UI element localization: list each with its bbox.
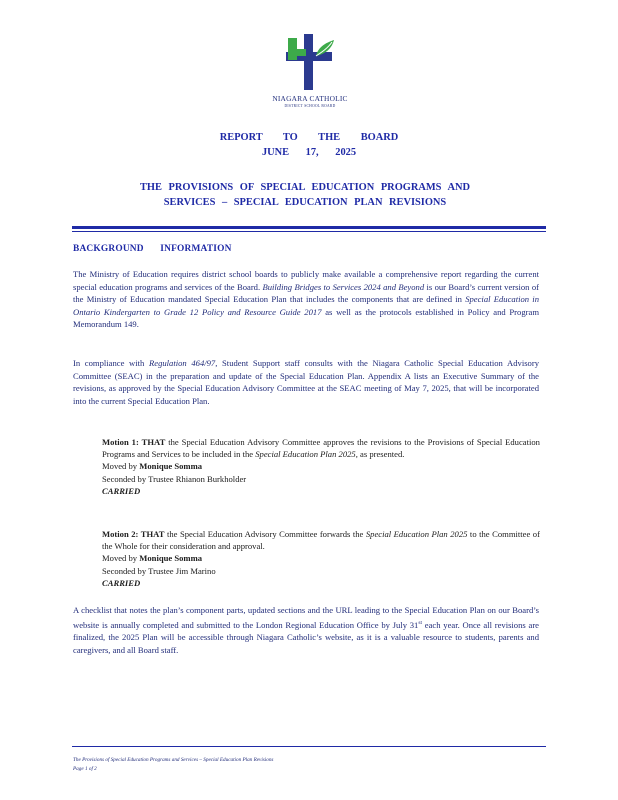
motion-heading: Motion 2: THAT [102, 529, 165, 539]
motion-text: the Special Education Advisory Committee forwards the [164, 529, 366, 539]
footer-title: The Provisions of Special Education Programs and Services – Special Education Plan Revisions [73, 757, 274, 763]
policy-guide-italic: Special Education in Ontario Kindergarten to Grade 12 Policy and Resource Guide 2017 [73, 294, 539, 317]
paragraph-text: each year. Once all revisions are finalized, the 2025 Plan will be accessible through Niagara Catholic’s website, as it is a valuable resource to students, parents and caregivers, and all Board staff. [73, 619, 539, 655]
motion-2 [102, 528, 540, 589]
motion-2-text [102, 528, 540, 552]
paragraph-text: , Student Support staff consults with the Niagara Catholic Special Education Advisory Committee (SEAC) in the preparation and update of the Special Education Plan. Appendix A lists an Executive Summary of the revisions, as approved by the Special Education Advisory Committee at the SEAC meeting of May 7, 2025, that will be incorporated into the current Special Education Plan. [73, 358, 540, 406]
paragraph-text: A checklist that notes the plan’s component parts, updated sections and the URL leading to the Special Education Plan on our Board’s website is annually completed and submitted to the London Regional Education Office by July 31 [73, 605, 539, 630]
report-date: JUNE 17, 2025 [261, 147, 357, 158]
paragraph-text: In compliance with [73, 358, 149, 368]
report-header: REPORT TO THE BOARD [219, 132, 399, 143]
seconded-by: Seconded by Trustee Rhianon Burkholder [102, 473, 247, 484]
report-title-line1: THE PROVISIONS OF SPECIAL EDUCATION PROGRAMS AND [140, 182, 470, 193]
report-title-line2: SERVICES – SPECIAL EDUCATION PLAN REVISIONS [163, 197, 447, 208]
motion-text: , as presented. [355, 449, 405, 460]
cross-logo-icon [282, 32, 338, 92]
plan-title-italic: Building Bridges to Services 2024 and Beyond [262, 281, 425, 292]
motion-1-text [102, 436, 540, 460]
footer-divider [72, 746, 546, 747]
title-divider [72, 226, 546, 229]
paragraph-checklist [73, 604, 539, 656]
motion-text: to the Committee of the Whole for their consideration and approval. [102, 529, 540, 552]
seconded-by: Seconded by Trustee Jim Marino [102, 565, 216, 576]
paragraph-text: as well as the protocols established in Policy and Program Memorandum 149. [73, 306, 539, 330]
motion-text: the Special Education Advisory Committee approves the revisions to the Provisions of Special Education Programs and Services to be included in the [102, 437, 540, 460]
paragraph-ministry [73, 268, 539, 331]
plan-title-italic: Special Education Plan 2025 [255, 449, 356, 460]
paragraph-compliance [73, 357, 539, 407]
paragraph-text: The Ministry of Education requires district school boards to publicly make available a comprehensive report regarding the current special education programs and services of the Board. [73, 269, 539, 292]
moved-by: Moved by Monique Somma [102, 553, 203, 564]
moved-by: Moved by Monique Somma [102, 461, 203, 472]
ordinal-suffix: st [418, 619, 423, 626]
motion-result: CARRIED [102, 485, 141, 496]
motion-1 [102, 436, 540, 497]
paragraph-text: is our Board’s current version of the Ministry of Education mandated Special Education Plan that includes the components that are defined in [73, 281, 539, 305]
title-divider-thin [72, 231, 546, 232]
page-footer [73, 756, 273, 774]
logo-subtitle: DISTRICT SCHOOL BOARD [284, 104, 336, 108]
motion-heading: Motion 1: THAT [102, 437, 166, 447]
board-logo [262, 32, 358, 112]
regulation-italic: Regulation 464/97 [149, 358, 216, 368]
motion-result: CARRIED [102, 577, 141, 588]
section-heading: BACKGROUND INFORMATION [73, 244, 232, 254]
plan-title-italic: Special Education Plan 2025 [365, 529, 468, 539]
logo-name: NIAGARA CATHOLIC [272, 94, 348, 103]
page-number: Page 1 of 2 [73, 766, 97, 772]
